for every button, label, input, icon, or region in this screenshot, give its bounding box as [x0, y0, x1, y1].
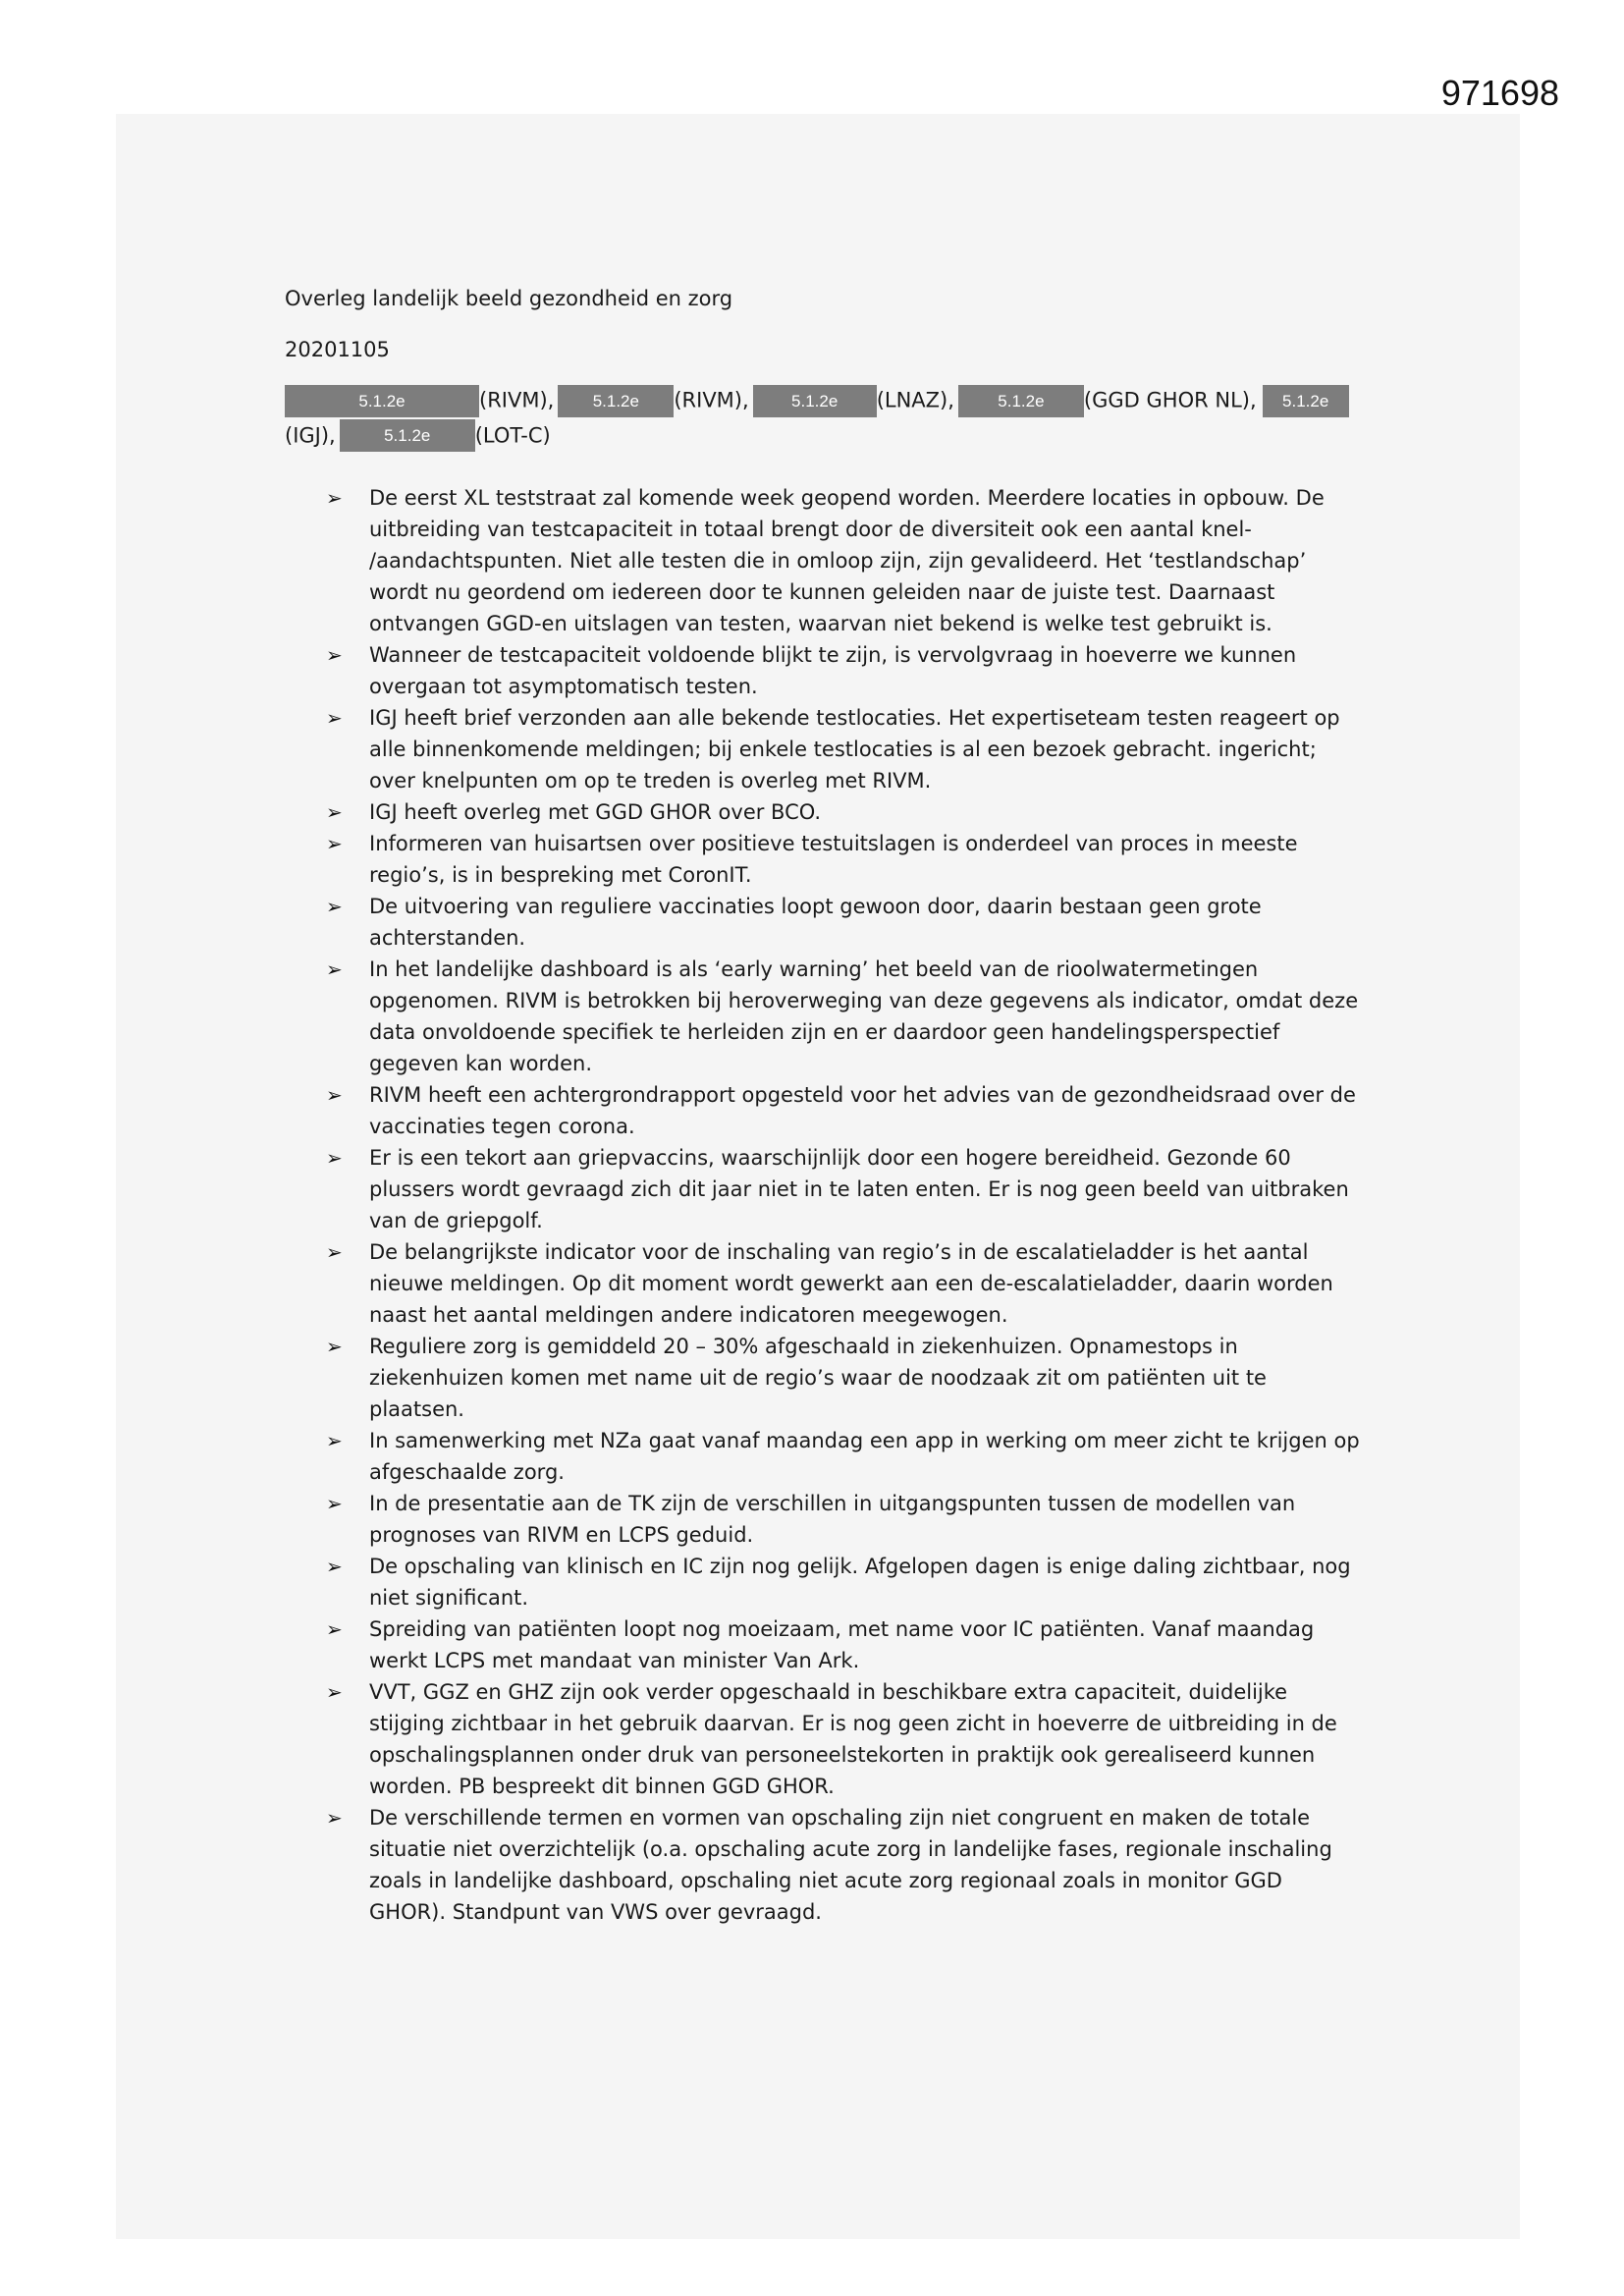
list-item-text: Wanneer de testcapaciteit voldoende blijkt te zijn, is vervolgvraag in hoeverre we kunnen overgaan tot asymptomatisch testen.	[369, 643, 1297, 698]
arrow-bullet-icon: ➢	[326, 486, 343, 510]
attendee-org: (GGD GHOR NL),	[1083, 388, 1257, 412]
arrow-bullet-icon: ➢	[326, 832, 343, 855]
redaction-block: 5.1.2e	[1263, 385, 1349, 417]
arrow-bullet-icon: ➢	[326, 1240, 343, 1264]
list-item	[285, 954, 1365, 1079]
arrow-bullet-icon: ➢	[326, 1806, 343, 1830]
list-item-text: De uitvoering van reguliere vaccinaties loopt gewoon door, daarin bestaan geen grote achterstanden.	[369, 895, 1262, 950]
list-item	[285, 1676, 1365, 1802]
list-item	[285, 891, 1365, 954]
list-item-text: RIVM heeft een achtergrondrapport opgesteld voor het advies van de gezondheidsraad over de vaccinaties tegen corona.	[369, 1083, 1356, 1138]
list-item	[285, 482, 1365, 639]
list-item-text: De verschillende termen en vormen van opschaling zijn niet congruent en maken de totale situatie niet overzichtelijk (o.a. opschaling acute zorg in landelijke fases, regionale inschaling zoals in landelijke dashboard, opschaling niet acute zorg regionaal zoals in monitor GGD GHOR). Standpunt van VWS over gevraagd.	[369, 1806, 1332, 1924]
list-item	[285, 1142, 1365, 1236]
arrow-bullet-icon: ➢	[326, 1146, 343, 1170]
arrow-bullet-icon: ➢	[326, 800, 343, 824]
attendee-org: (RIVM),	[479, 388, 555, 412]
list-item	[285, 1079, 1365, 1142]
redaction-block: 5.1.2e	[958, 385, 1084, 417]
attendee-org: (RIVM),	[674, 388, 749, 412]
list-item-text: IGJ heeft overleg met GGD GHOR over BCO.	[369, 800, 822, 824]
arrow-bullet-icon: ➢	[326, 643, 343, 667]
document-body	[285, 283, 1365, 1928]
document-date: 20201105	[285, 338, 390, 361]
attendee-org: (IGJ),	[285, 423, 336, 447]
attendee-org: (LNAZ),	[876, 388, 954, 412]
list-item-text: De eerst XL teststraat zal komende week geopend worden. Meerdere locaties in opbouw. De uitbreiding van testcapaciteit in totaal brengt door de diversiteit ook een aantal knel- /aandachtspunten. Niet alle testen die in omloop zijn, zijn gevalideerd. Het ‘testlandschap’ wordt nu geordend om iedereen door te kunnen geleiden naar de juiste test. Daarnaast ontvangen GGD-en uitslagen van testen, waarvan niet bekend is welke test gebruikt is.	[369, 486, 1325, 635]
list-item	[285, 796, 1365, 828]
list-item	[285, 1802, 1365, 1928]
redaction-block: 5.1.2e	[558, 385, 674, 417]
arrow-bullet-icon: ➢	[326, 1555, 343, 1578]
arrow-bullet-icon: ➢	[326, 957, 343, 981]
list-item-text: Reguliere zorg is gemiddeld 20 – 30% afgeschaald in ziekenhuizen. Opnamestops in ziekenhuizen komen met name uit de regio’s waar de noodzaak zit om patiënten uit te plaatsen.	[369, 1335, 1267, 1421]
list-item-text: In het landelijke dashboard is als ‘early warning’ het beeld van de rioolwatermetingen opgenomen. RIVM is betrokken bij heroverweging van deze gegevens als indicator, omdat deze data onvoldoende specifiek te herleiden zijn en er daardoor geen handelingsperspectief gegeven kan worden.	[369, 957, 1359, 1075]
list-item	[285, 639, 1365, 702]
attendee-list	[285, 383, 1365, 453]
list-item	[285, 1551, 1365, 1613]
arrow-bullet-icon: ➢	[326, 1680, 343, 1704]
list-item	[285, 702, 1365, 796]
arrow-bullet-icon: ➢	[326, 706, 343, 730]
list-item	[285, 1488, 1365, 1551]
list-item-text: VVT, GGZ en GHZ zijn ook verder opgeschaald in beschikbare extra capaciteit, duidelijke stijging zichtbaar in het gebruik daarvan. Er is nog geen zicht in hoeverre de uitbreiding in de opschalingsplannen onder druk van personeelstekorten in praktijk ook gerealiseerd kunnen worden. PB bespreekt dit binnen GGD GHOR.	[369, 1680, 1337, 1798]
list-item-text: Spreiding van patiënten loopt nog moeizaam, met name voor IC patiënten. Vanaf maandag werkt LCPS met mandaat van minister Van Ark.	[369, 1617, 1315, 1672]
attendee-row-1	[285, 383, 1365, 418]
arrow-bullet-icon: ➢	[326, 1083, 343, 1107]
arrow-bullet-icon: ➢	[326, 1492, 343, 1515]
list-item-text: IGJ heeft brief verzonden aan alle bekende testlocaties. Het expertiseteam testen reageert op alle binnenkomende meldingen; bij enkele testlocaties is al een bezoek gebracht. ingericht; over knelpunten om op te treden is overleg met RIVM.	[369, 706, 1340, 793]
list-item	[285, 1613, 1365, 1676]
list-item	[285, 828, 1365, 891]
document-title: Overleg landelijk beeld gezondheid en zorg	[285, 287, 733, 310]
list-item-text: Informeren van huisartsen over positieve testuitslagen is onderdeel van proces in meeste regio’s, is in bespreking met CoronIT.	[369, 832, 1298, 887]
arrow-bullet-icon: ➢	[326, 1617, 343, 1641]
attendee-org: (LOT-C)	[474, 423, 551, 447]
list-item-text: De belangrijkste indicator voor de inschaling van regio’s in de escalatieladder is het aantal nieuwe meldingen. Op dit moment wordt gewerkt aan een de-escalatieladder, daarin worden naast het aantal meldingen andere indicatoren meegewogen.	[369, 1240, 1333, 1327]
arrow-bullet-icon: ➢	[326, 1429, 343, 1452]
list-item	[285, 1425, 1365, 1488]
list-item-text: In de presentatie aan de TK zijn de verschillen in uitgangspunten tussen de modellen van prognoses van RIVM en LCPS geduid.	[369, 1492, 1296, 1547]
document-number: 971698	[1440, 73, 1559, 113]
attendee-row-2	[285, 418, 1365, 454]
redaction-block: 5.1.2e	[753, 385, 877, 417]
list-item	[285, 1331, 1365, 1425]
list-item	[285, 1236, 1365, 1331]
arrow-bullet-icon: ➢	[326, 1335, 343, 1358]
redaction-block: 5.1.2e	[340, 419, 475, 452]
list-item-text: Er is een tekort aan griepvaccins, waarschijnlijk door een hogere bereidheid. Gezonde 60 plussers wordt gevraagd zich dit jaar niet in te laten enten. Er is nog geen beeld van uitbraken van de griepgolf.	[369, 1146, 1349, 1232]
redaction-block: 5.1.2e	[285, 385, 479, 417]
discussion-points	[285, 482, 1365, 1928]
arrow-bullet-icon: ➢	[326, 895, 343, 918]
list-item-text: De opschaling van klinisch en IC zijn nog gelijk. Afgelopen dagen is enige daling zichtbaar, nog niet significant.	[369, 1555, 1351, 1610]
list-item-text: In samenwerking met NZa gaat vanaf maandag een app in werking om meer zicht te krijgen op afgeschaalde zorg.	[369, 1429, 1360, 1484]
